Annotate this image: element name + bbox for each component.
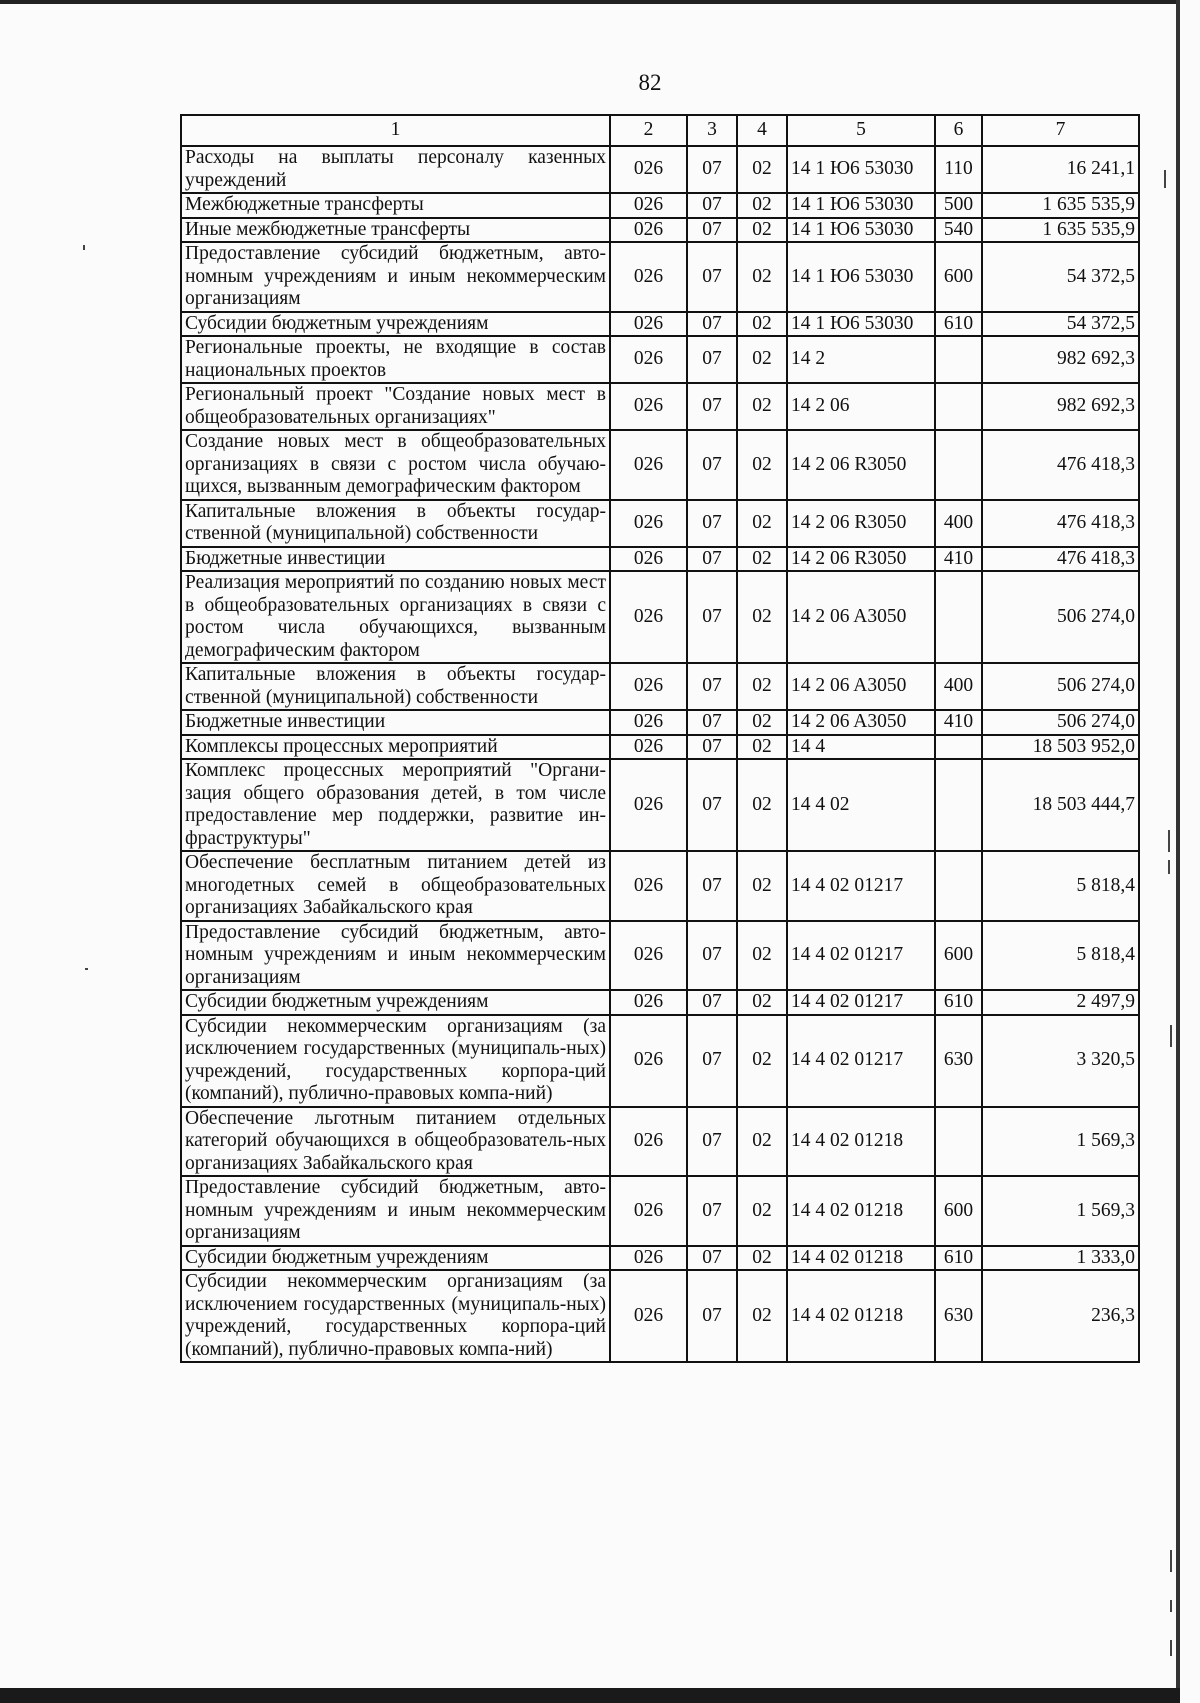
row-section-cell: 07	[687, 1015, 737, 1107]
row-amount-cell: 506 274,0	[982, 571, 1139, 663]
row-section-cell: 07	[687, 193, 737, 218]
row-amount-cell: 18 503 952,0	[982, 735, 1139, 760]
row-name-cell: Капитальные вложения в объекты государ-ственной (муниципальной) собственности	[181, 500, 610, 547]
row-section-cell: 07	[687, 663, 737, 710]
row-amount-cell: 18 503 444,7	[982, 759, 1139, 851]
row-amount-cell: 476 418,3	[982, 547, 1139, 572]
row-target-article-cell: 14 2 06 R3050	[787, 547, 935, 572]
row-expense-type-cell: 110	[935, 146, 982, 193]
scan-speck	[85, 968, 88, 970]
header-cell: 5	[787, 115, 935, 146]
row-expense-type-cell: 610	[935, 1246, 982, 1271]
row-expense-type-cell	[935, 735, 982, 760]
row-name-cell: Предоставление субсидий бюджетным, авто-номным учреждениям и иным некоммерческим организациям	[181, 1176, 610, 1246]
scan-speck	[1164, 170, 1166, 188]
row-section-cell: 07	[687, 1246, 737, 1271]
row-admin-code-cell: 026	[610, 430, 687, 500]
table-row	[181, 1015, 1139, 1107]
row-amount-cell: 1 333,0	[982, 1246, 1139, 1271]
row-section-cell: 07	[687, 571, 737, 663]
row-amount-cell: 1 635 535,9	[982, 193, 1139, 218]
row-target-article-cell: 14 4 02 01218	[787, 1246, 935, 1271]
row-section-cell: 07	[687, 500, 737, 547]
row-admin-code-cell: 026	[610, 1270, 687, 1362]
scan-border-right	[1176, 0, 1180, 1703]
row-name-cell: Региональные проекты, не входящие в состав национальных проектов	[181, 336, 610, 383]
table-row	[181, 430, 1139, 500]
row-admin-code-cell: 026	[610, 663, 687, 710]
row-expense-type-cell	[935, 430, 982, 500]
row-name-cell: Реализация мероприятий по созданию новых мест в общеобразовательных организациях в связи с ростом числа обучающихся, вызванным демографическим фактором	[181, 571, 610, 663]
row-target-article-cell: 14 1 Ю6 53030	[787, 146, 935, 193]
row-subsection-cell: 02	[737, 500, 787, 547]
table-row	[181, 710, 1139, 735]
table-row	[181, 921, 1139, 991]
row-subsection-cell: 02	[737, 383, 787, 430]
row-section-cell: 07	[687, 759, 737, 851]
table-row	[181, 1176, 1139, 1246]
row-name-cell: Обеспечение льготным питанием отдельных категорий обучающихся в общеобразователь-ных организациях Забайкальского края	[181, 1107, 610, 1177]
table-row	[181, 1270, 1139, 1362]
row-admin-code-cell: 026	[610, 312, 687, 337]
row-name-cell: Субсидии бюджетным учреждениям	[181, 990, 610, 1015]
header-cell: 3	[687, 115, 737, 146]
scan-speck	[1168, 860, 1170, 874]
header-cell: 1	[181, 115, 610, 146]
table-row	[181, 547, 1139, 572]
row-subsection-cell: 02	[737, 1176, 787, 1246]
row-expense-type-cell: 500	[935, 193, 982, 218]
row-name-cell: Субсидии некоммерческим организациям (за исключением государственных (муниципаль-ных) учреждений, государственных корпора-ций (компаний), публично-правовых компа-ний)	[181, 1270, 610, 1362]
row-target-article-cell: 14 2 06 A3050	[787, 710, 935, 735]
row-name-cell: Бюджетные инвестиции	[181, 710, 610, 735]
row-subsection-cell: 02	[737, 1246, 787, 1271]
table-row	[181, 990, 1139, 1015]
row-admin-code-cell: 026	[610, 242, 687, 312]
row-admin-code-cell: 026	[610, 146, 687, 193]
row-expense-type-cell: 630	[935, 1270, 982, 1362]
row-expense-type-cell: 630	[935, 1015, 982, 1107]
scan-speck	[1170, 1025, 1172, 1047]
row-subsection-cell: 02	[737, 663, 787, 710]
row-expense-type-cell	[935, 383, 982, 430]
row-admin-code-cell: 026	[610, 571, 687, 663]
table-row	[181, 735, 1139, 760]
row-section-cell: 07	[687, 1176, 737, 1246]
row-name-cell: Бюджетные инвестиции	[181, 547, 610, 572]
row-target-article-cell: 14 4 02 01217	[787, 921, 935, 991]
row-admin-code-cell: 026	[610, 383, 687, 430]
table-row	[181, 571, 1139, 663]
table-row	[181, 336, 1139, 383]
row-subsection-cell: 02	[737, 336, 787, 383]
row-expense-type-cell: 600	[935, 1176, 982, 1246]
row-subsection-cell: 02	[737, 759, 787, 851]
row-name-cell: Предоставление субсидий бюджетным, авто-номным учреждениям и иным некоммерческим организациям	[181, 242, 610, 312]
budget-table	[180, 114, 1140, 1363]
row-subsection-cell: 02	[737, 735, 787, 760]
row-expense-type-cell: 400	[935, 663, 982, 710]
row-target-article-cell: 14 4 02 01218	[787, 1107, 935, 1177]
row-expense-type-cell	[935, 851, 982, 921]
row-target-article-cell: 14 4 02 01218	[787, 1270, 935, 1362]
row-amount-cell: 2 497,9	[982, 990, 1139, 1015]
row-amount-cell: 506 274,0	[982, 663, 1139, 710]
row-section-cell: 07	[687, 336, 737, 383]
row-target-article-cell: 14 2 06 A3050	[787, 663, 935, 710]
row-admin-code-cell: 026	[610, 1107, 687, 1177]
row-subsection-cell: 02	[737, 193, 787, 218]
row-name-cell: Комплексы процессных мероприятий	[181, 735, 610, 760]
table-row	[181, 193, 1139, 218]
row-admin-code-cell: 026	[610, 1176, 687, 1246]
row-amount-cell: 236,3	[982, 1270, 1139, 1362]
row-amount-cell: 476 418,3	[982, 500, 1139, 547]
row-admin-code-cell: 026	[610, 193, 687, 218]
row-section-cell: 07	[687, 146, 737, 193]
table-row	[181, 1246, 1139, 1271]
row-expense-type-cell: 410	[935, 710, 982, 735]
row-name-cell: Комплекс процессных мероприятий "Органи-зация общего образования детей, в том числе предоставление мер поддержки, развитие ин-фраструктуры"	[181, 759, 610, 851]
row-target-article-cell: 14 1 Ю6 53030	[787, 193, 935, 218]
row-name-cell: Субсидии некоммерческим организациям (за исключением государственных (муниципаль-ных) учреждений, государственных корпора-ций (компаний), публично-правовых компа-ний)	[181, 1015, 610, 1107]
row-amount-cell: 1 569,3	[982, 1107, 1139, 1177]
row-section-cell: 07	[687, 383, 737, 430]
row-admin-code-cell: 026	[610, 921, 687, 991]
table-row	[181, 312, 1139, 337]
row-target-article-cell: 14 4 02 01218	[787, 1176, 935, 1246]
row-name-cell: Субсидии бюджетным учреждениям	[181, 312, 610, 337]
row-admin-code-cell: 026	[610, 336, 687, 383]
row-section-cell: 07	[687, 990, 737, 1015]
header-cell: 4	[737, 115, 787, 146]
header-cell: 2	[610, 115, 687, 146]
row-subsection-cell: 02	[737, 1270, 787, 1362]
row-section-cell: 07	[687, 1107, 737, 1177]
table-row	[181, 146, 1139, 193]
table-header-row	[181, 115, 1139, 146]
row-name-cell: Расходы на выплаты персоналу казенных учреждений	[181, 146, 610, 193]
row-target-article-cell: 14 4 02 01217	[787, 851, 935, 921]
row-expense-type-cell: 610	[935, 312, 982, 337]
header-cell: 7	[982, 115, 1139, 146]
row-subsection-cell: 02	[737, 430, 787, 500]
row-expense-type-cell	[935, 571, 982, 663]
table-row	[181, 500, 1139, 547]
row-expense-type-cell	[935, 336, 982, 383]
row-expense-type-cell: 400	[935, 500, 982, 547]
page-number-text: 82	[638, 70, 662, 95]
row-admin-code-cell: 026	[610, 759, 687, 851]
row-target-article-cell: 14 2 06 A3050	[787, 571, 935, 663]
row-section-cell: 07	[687, 735, 737, 760]
row-name-cell: Предоставление субсидий бюджетным, авто-номным учреждениям и иным некоммерческим организациям	[181, 921, 610, 991]
row-name-cell: Капитальные вложения в объекты государ-ственной (муниципальной) собственности	[181, 663, 610, 710]
row-subsection-cell: 02	[737, 218, 787, 243]
row-amount-cell: 476 418,3	[982, 430, 1139, 500]
row-subsection-cell: 02	[737, 990, 787, 1015]
row-admin-code-cell: 026	[610, 500, 687, 547]
row-target-article-cell: 14 2 06	[787, 383, 935, 430]
row-admin-code-cell: 026	[610, 710, 687, 735]
header-cell: 6	[935, 115, 982, 146]
row-expense-type-cell: 540	[935, 218, 982, 243]
row-subsection-cell: 02	[737, 312, 787, 337]
row-admin-code-cell: 026	[610, 1246, 687, 1271]
row-section-cell: 07	[687, 851, 737, 921]
row-expense-type-cell: 410	[935, 547, 982, 572]
row-subsection-cell: 02	[737, 710, 787, 735]
row-name-cell: Субсидии бюджетным учреждениям	[181, 1246, 610, 1271]
table-row	[181, 851, 1139, 921]
row-amount-cell: 3 320,5	[982, 1015, 1139, 1107]
row-subsection-cell: 02	[737, 547, 787, 572]
scan-speck	[1170, 1640, 1172, 1656]
row-amount-cell: 5 818,4	[982, 921, 1139, 991]
row-amount-cell: 1 635 535,9	[982, 218, 1139, 243]
row-name-cell: Создание новых мест в общеобразовательных организациях в связи с ростом числа обучаю-щихся, вызванным демографическим фактором	[181, 430, 610, 500]
row-subsection-cell: 02	[737, 921, 787, 991]
row-section-cell: 07	[687, 921, 737, 991]
row-expense-type-cell	[935, 759, 982, 851]
row-target-article-cell: 14 4 02 01217	[787, 990, 935, 1015]
table-row	[181, 383, 1139, 430]
row-amount-cell: 5 818,4	[982, 851, 1139, 921]
row-amount-cell: 1 569,3	[982, 1176, 1139, 1246]
row-target-article-cell: 14 1 Ю6 53030	[787, 242, 935, 312]
row-amount-cell: 16 241,1	[982, 146, 1139, 193]
scan-speck	[1170, 1600, 1172, 1612]
row-section-cell: 07	[687, 1270, 737, 1362]
table-row	[181, 218, 1139, 243]
row-admin-code-cell: 026	[610, 1015, 687, 1107]
row-admin-code-cell: 026	[610, 218, 687, 243]
row-target-article-cell: 14 1 Ю6 53030	[787, 312, 935, 337]
row-section-cell: 07	[687, 242, 737, 312]
row-amount-cell: 54 372,5	[982, 312, 1139, 337]
row-expense-type-cell: 610	[935, 990, 982, 1015]
row-admin-code-cell: 026	[610, 547, 687, 572]
table-row	[181, 242, 1139, 312]
page-number	[0, 70, 1200, 96]
row-target-article-cell: 14 4 02	[787, 759, 935, 851]
row-target-article-cell: 14 2	[787, 336, 935, 383]
row-target-article-cell: 14 1 Ю6 53030	[787, 218, 935, 243]
row-expense-type-cell: 600	[935, 921, 982, 991]
table-row	[181, 663, 1139, 710]
scan-border-top	[0, 0, 1180, 4]
row-admin-code-cell: 026	[610, 990, 687, 1015]
row-expense-type-cell	[935, 1107, 982, 1177]
row-target-article-cell: 14 2 06 R3050	[787, 430, 935, 500]
row-name-cell: Обеспечение бесплатным питанием детей из многодетных семей в общеобразовательных организациях Забайкальского края	[181, 851, 610, 921]
row-admin-code-cell: 026	[610, 735, 687, 760]
row-subsection-cell: 02	[737, 851, 787, 921]
row-expense-type-cell: 600	[935, 242, 982, 312]
row-admin-code-cell: 026	[610, 851, 687, 921]
row-section-cell: 07	[687, 430, 737, 500]
table-row	[181, 1107, 1139, 1177]
row-name-cell: Иные межбюджетные трансферты	[181, 218, 610, 243]
row-amount-cell: 506 274,0	[982, 710, 1139, 735]
row-section-cell: 07	[687, 218, 737, 243]
row-subsection-cell: 02	[737, 571, 787, 663]
row-section-cell: 07	[687, 547, 737, 572]
row-amount-cell: 982 692,3	[982, 336, 1139, 383]
scan-speck	[1170, 1550, 1172, 1572]
table-row	[181, 759, 1139, 851]
row-amount-cell: 54 372,5	[982, 242, 1139, 312]
row-target-article-cell: 14 4	[787, 735, 935, 760]
row-section-cell: 07	[687, 312, 737, 337]
scan-speck	[1168, 830, 1170, 852]
row-section-cell: 07	[687, 710, 737, 735]
scan-border-bottom	[0, 1688, 1180, 1703]
row-subsection-cell: 02	[737, 242, 787, 312]
row-subsection-cell: 02	[737, 1015, 787, 1107]
row-name-cell: Межбюджетные трансферты	[181, 193, 610, 218]
row-subsection-cell: 02	[737, 1107, 787, 1177]
row-name-cell: Региональный проект "Создание новых мест в общеобразовательных организациях"	[181, 383, 610, 430]
row-subsection-cell: 02	[737, 146, 787, 193]
scan-speck	[83, 245, 85, 250]
row-target-article-cell: 14 4 02 01217	[787, 1015, 935, 1107]
row-target-article-cell: 14 2 06 R3050	[787, 500, 935, 547]
row-amount-cell: 982 692,3	[982, 383, 1139, 430]
